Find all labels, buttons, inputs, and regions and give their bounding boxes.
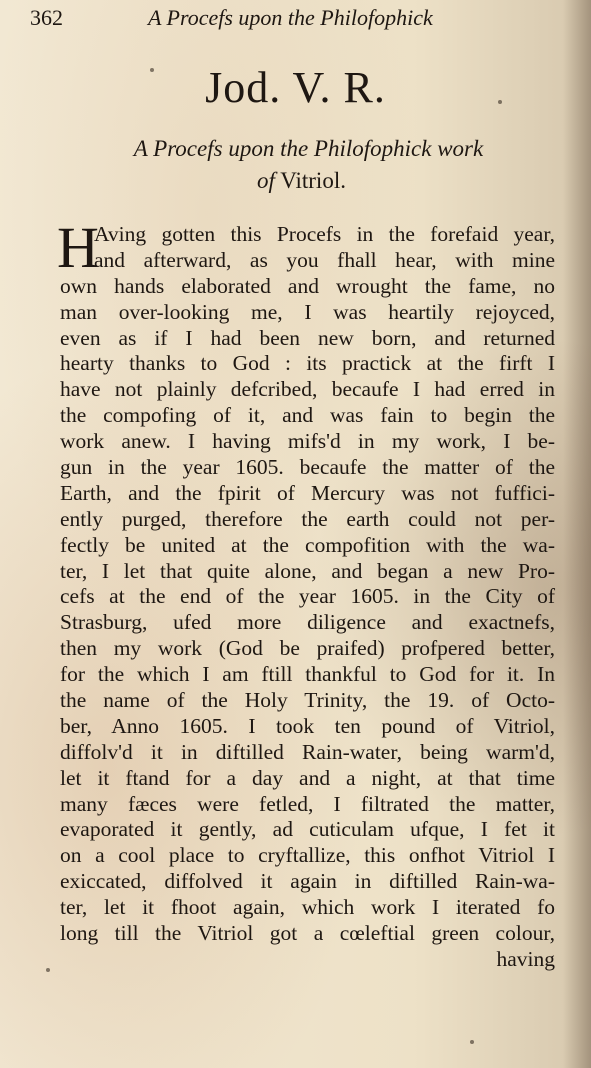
ink-speck	[498, 100, 502, 104]
text-line: own hands elaborated and wrought the fame, no	[60, 273, 555, 298]
text-line: Aving gotten this Procefs in the forefaid year,	[94, 222, 555, 246]
text-line: many fæces were fetled, I filtrated the matter,	[60, 791, 555, 816]
text-line: cefs at the end of the year 1605. in the City of	[60, 584, 555, 609]
text-line: and afterward, as you fhall hear, with mine	[94, 247, 555, 272]
text-line: then my work (God be praifed) profpered better,	[60, 636, 555, 661]
text-line: man over-looking me, I was heartily rejoyced,	[60, 299, 555, 324]
chapter-title: Jod. V. R.	[205, 63, 386, 112]
text-line: the compofing of it, and was fain to begin the	[60, 403, 555, 428]
drop-cap-lines	[60, 222, 555, 274]
text-line: ber, Anno 1605. I took ten pound of Vitriol,	[60, 713, 555, 738]
text-line: even as if I had been new born, and returned	[60, 325, 555, 350]
text-line: fectly be united at the compofition with the wa-	[60, 532, 555, 557]
running-head	[30, 3, 560, 33]
text-line: let it ftand for a day and a night, at that time	[60, 765, 555, 790]
running-title: A Procefs upon the Philofophick	[148, 5, 433, 30]
subtitle-of: of	[257, 168, 275, 193]
text-line: hearty thanks to God : its practick at the firft I	[60, 351, 555, 376]
body-text	[57, 215, 555, 973]
text-line: on a cool place to cryftallize, this onfhot Vitriol I	[60, 843, 555, 868]
subtitle-vitriol: Vitriol.	[280, 168, 346, 193]
text-line: long till the Vitriol got a cœleftial green colour,	[60, 921, 555, 946]
text-line: have not plainly defcribed, becaufe I had erred in	[60, 377, 555, 402]
ink-speck	[150, 68, 154, 72]
text-line: Earth, and the fpirit of Mercury was not fuffici-	[60, 480, 555, 505]
text-line: diffolv'd it in diftilled Rain-water, being warm'd,	[60, 739, 555, 764]
text-line: evaporated it gently, ad cuticulam ufque, I fet it	[60, 817, 555, 842]
text-line: ter, let it fhoot again, which work I iterated fo	[60, 895, 555, 920]
subtitle-line-2	[0, 166, 591, 196]
catchword: having	[496, 946, 555, 971]
page-number: 362	[30, 5, 63, 30]
text-line: exiccated, diffolved it again in diftilled Rain-wa-	[60, 869, 555, 894]
text-line: ter, I let that quite alone, and began a new Pro-	[60, 558, 555, 583]
drop-cap: H	[57, 215, 99, 280]
text-line: the name of the Holy Trinity, the 19. of Octo-	[60, 688, 555, 713]
ink-speck	[46, 968, 50, 972]
subtitle-line-1: A Procefs upon the Philofophick work	[133, 136, 484, 161]
text-line: work anew. I having mifs'd in my work, I be-	[60, 429, 555, 454]
ink-speck	[470, 1040, 474, 1044]
text-line: ently purged, therefore the earth could not per-	[60, 506, 555, 531]
text-line: gun in the year 1605. becaufe the matter of the	[60, 455, 555, 480]
text-line: Strasburg, ufed more diligence and exactnefs,	[60, 610, 555, 635]
text-line: for the which I am ftill thankful to God for it. In	[60, 662, 555, 687]
